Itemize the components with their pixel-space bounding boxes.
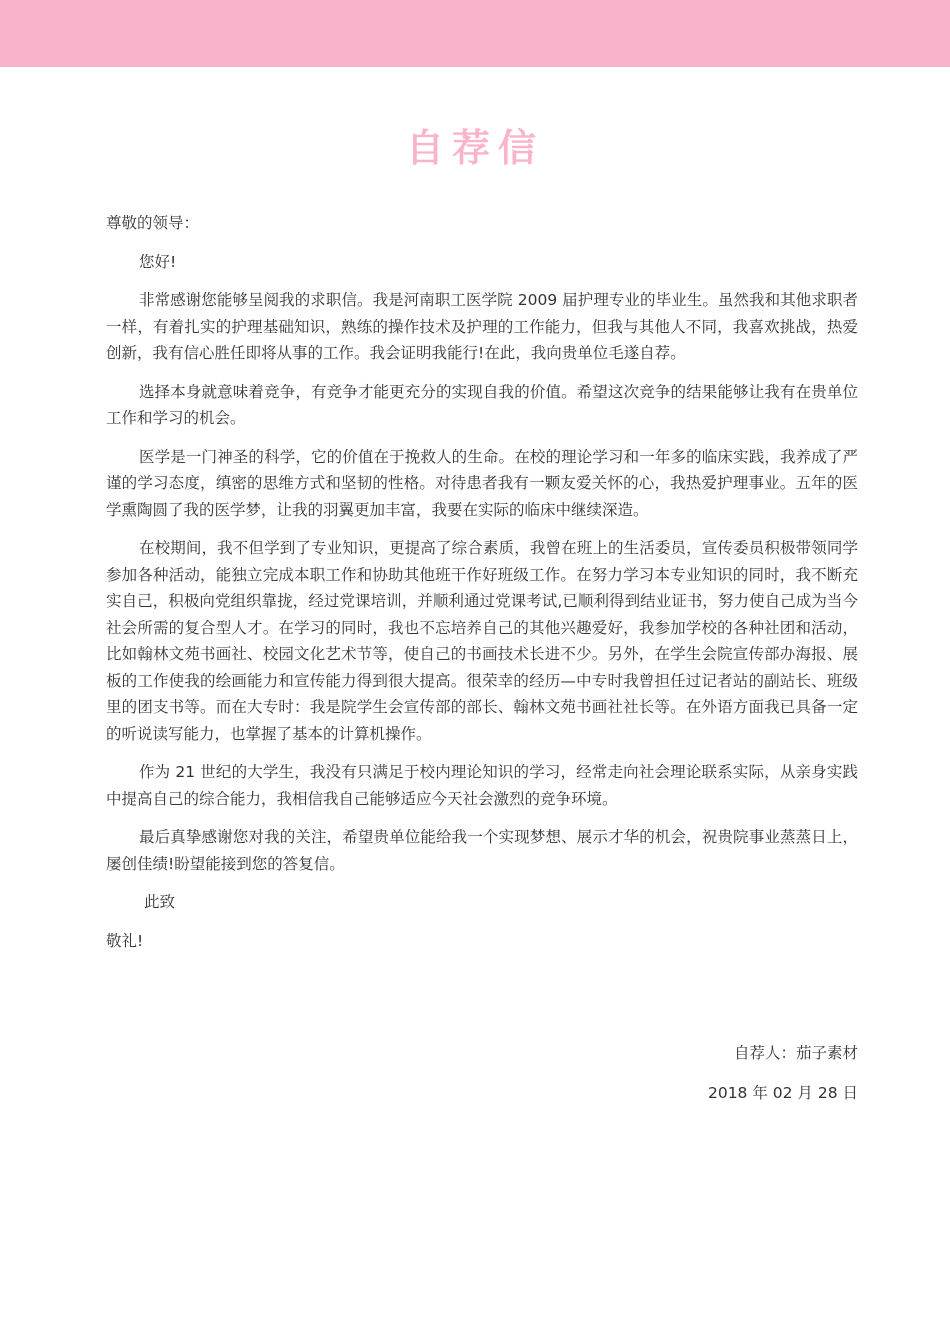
closing-phrase: 此致 xyxy=(144,893,176,911)
body-paragraph: 在校期间，我不但学到了专业知识，更提高了综合素质，我曾在班上的生活委员，宣传委员积极带领同学参加各种活动，能独立完成本职工作和协助其他班干作好班级工作。在努力学习本专业知识的同时，我不断充实自己，积极向党组织靠拢，经过党课培训，并顺利通过党课考试,已顺利得到结业证书，努力使自己成为当今社会所需的复合型人才。在学习的同时，我也不忘培养自己的其他兴趣爱好，我参加学校的各种社团和活动，比如翰林文苑书画社、校园文化艺术节等，使自己的书画技术长进不少。另外，在学生会院宣传部办海报、展板的工作使我的绘画能力和宣传能力得到很大提高。很荣幸的经历—中专时我曾担任过记者站的副站长、班级里的团支书等。而在大专时：我是院学生会宣传部的部长、翰林文苑书画社社长等。在外语方面我已具备一定的听说读写能力，也掌握了基本的计算机操作。 xyxy=(106,539,858,743)
salutation: 尊敬的领导： xyxy=(106,214,200,232)
body-paragraph: 作为 21 世纪的大学生，我没有只满足于校内理论知识的学习，经常走向社会理论联系实际，从亲身实践中提高自己的综合能力，我相信我自己能够适应今天社会激烈的竞争环境。 xyxy=(106,763,858,808)
signature-date: 2018 年 02 月 28 日 xyxy=(707,1083,858,1102)
greeting: 您好! xyxy=(139,252,177,271)
body-paragraph: 最后真挚感谢您对我的关注，希望贵单位能给我一个实现梦想、展示才华的机会，祝贵院事业蒸蒸日上，屡创佳绩!盼望能接到您的答复信。 xyxy=(106,828,858,873)
body-paragraph: 选择本身就意味着竞争，有竞争才能更充分的实现自我的价值。希望这次竞争的结果能够让我有在贵单位工作和学习的机会。 xyxy=(106,382,858,427)
respect-phrase: 敬礼! xyxy=(106,931,144,950)
top-header-band xyxy=(0,0,950,67)
signature-name: 自荐人：茄子素材 xyxy=(733,1044,858,1062)
body-paragraph: 非常感谢您能够呈阅我的求职信。我是河南职工医学院 2009 届护理专业的毕业生。虽然我和其他求职者一样，有着扎实的护理基础知识，熟练的操作技术及护理的工作能力，但我与其他人不同，我喜欢挑战，热爱创新，我有信心胜任即将从事的工作。我会证明我能行!在此，我向贵单位毛遂自荐。 xyxy=(106,291,858,362)
body-paragraph: 医学是一门神圣的科学，它的价值在于挽救人的生命。在校的理论学习和一年多的临床实践，我养成了严谨的学习态度，缜密的思维方式和坚韧的性格。对待患者我有一颗友爱关怀的心，我热爱护理事业。五年的医学熏陶圆了我的医学梦，让我的羽翼更加丰富，我要在实际的临床中继续深造。 xyxy=(106,447,858,519)
letter-title: 自荐信 xyxy=(405,126,544,170)
signature-block xyxy=(708,1040,858,1119)
letter-body xyxy=(106,210,858,954)
